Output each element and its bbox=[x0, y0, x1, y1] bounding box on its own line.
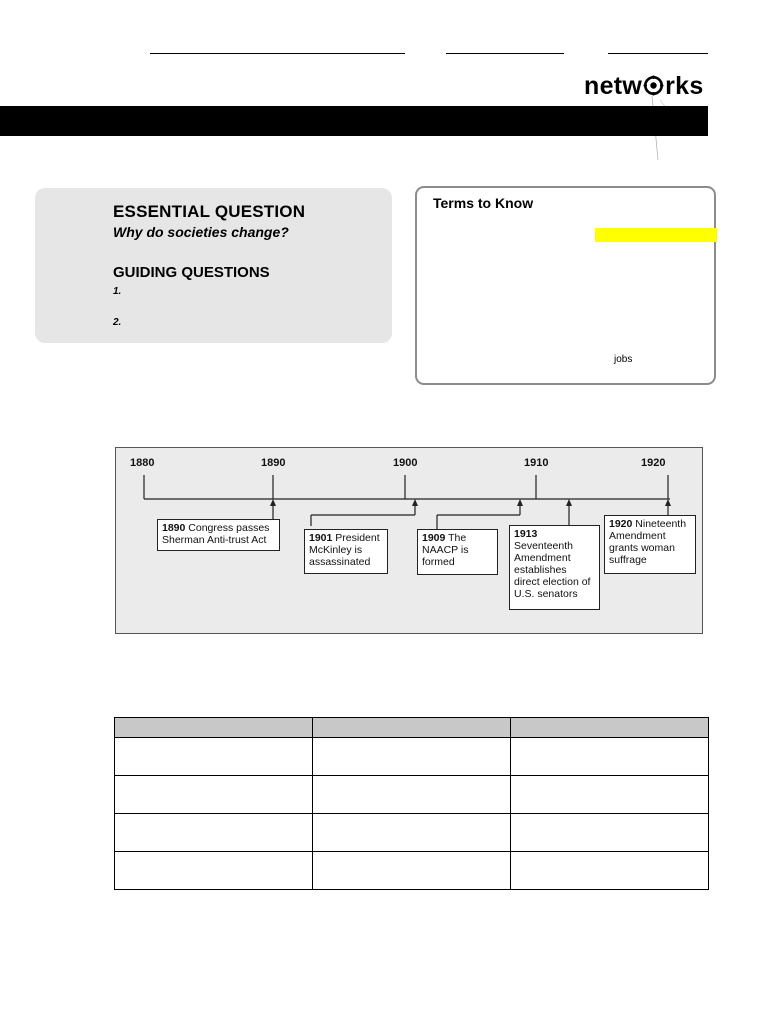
terms-to-know-title: Terms to Know bbox=[433, 195, 534, 211]
event-year: 1901 bbox=[309, 532, 333, 544]
class-line[interactable] bbox=[608, 53, 708, 54]
guiding-question-1-number: 1. bbox=[113, 286, 122, 297]
table-cell[interactable] bbox=[115, 814, 313, 852]
table-cell[interactable] bbox=[511, 814, 709, 852]
logo-text-right: rks bbox=[665, 72, 704, 100]
event-text: Seventeenth Amendment establishes direct election of U.S. senators bbox=[514, 540, 591, 600]
event-year: 1909 bbox=[422, 532, 446, 544]
date-line[interactable] bbox=[446, 53, 564, 54]
guiding-questions-title: GUIDING QUESTIONS bbox=[113, 264, 270, 281]
logo-text-left: netw bbox=[584, 72, 643, 100]
table-cell[interactable] bbox=[115, 738, 313, 776]
name-line[interactable] bbox=[150, 53, 405, 54]
timeline-event-1909 bbox=[417, 529, 498, 575]
logo-gear-icon bbox=[643, 74, 664, 95]
table-header-cell bbox=[115, 718, 313, 738]
terms-to-know-panel bbox=[415, 186, 716, 385]
table-header-row bbox=[115, 718, 709, 738]
event-year: 1913 bbox=[514, 528, 538, 540]
table-cell[interactable] bbox=[115, 852, 313, 890]
table-header-cell bbox=[313, 718, 511, 738]
guiding-question-2-number: 2. bbox=[113, 317, 122, 328]
table-row bbox=[115, 738, 709, 776]
term-jobs: jobs bbox=[614, 354, 633, 365]
timeline-event-1913 bbox=[509, 525, 600, 610]
event-year: 1920 bbox=[609, 518, 633, 530]
event-text: Congress passes Sherman Anti-trust Act bbox=[162, 522, 270, 546]
timeline-year-1900: 1900 bbox=[393, 457, 418, 469]
essential-question-text: Why do societies change? bbox=[113, 224, 289, 240]
event-text: Nineteenth Amendment grants woman suffrage bbox=[609, 518, 687, 566]
table-header-cell bbox=[511, 718, 709, 738]
timeline-year-1920: 1920 bbox=[641, 457, 666, 469]
table-row bbox=[115, 852, 709, 890]
timeline-event-1901 bbox=[304, 529, 388, 574]
table-cell[interactable] bbox=[511, 852, 709, 890]
timeline-year-1910: 1910 bbox=[524, 457, 549, 469]
table-row bbox=[115, 776, 709, 814]
table-row bbox=[115, 814, 709, 852]
header-banner bbox=[0, 106, 708, 136]
table-cell[interactable] bbox=[313, 814, 511, 852]
table-cell[interactable] bbox=[313, 852, 511, 890]
timeline-event-1920 bbox=[604, 515, 696, 574]
table-cell[interactable] bbox=[313, 738, 511, 776]
timeline-event-1890 bbox=[157, 519, 280, 551]
table-cell[interactable] bbox=[511, 776, 709, 814]
essential-question-title: ESSENTIAL QUESTION bbox=[113, 202, 306, 221]
highlighted-term-blank bbox=[595, 228, 717, 242]
timeline-year-1890: 1890 bbox=[261, 457, 286, 469]
table-cell[interactable] bbox=[313, 776, 511, 814]
event-year: 1890 bbox=[162, 522, 186, 534]
event-text: The NAACP is formed bbox=[422, 532, 469, 568]
notes-table bbox=[114, 717, 709, 890]
timeline-year-1880: 1880 bbox=[130, 457, 155, 469]
event-text: President McKinley is assassinated bbox=[309, 532, 380, 568]
table-cell[interactable] bbox=[511, 738, 709, 776]
table-cell[interactable] bbox=[115, 776, 313, 814]
